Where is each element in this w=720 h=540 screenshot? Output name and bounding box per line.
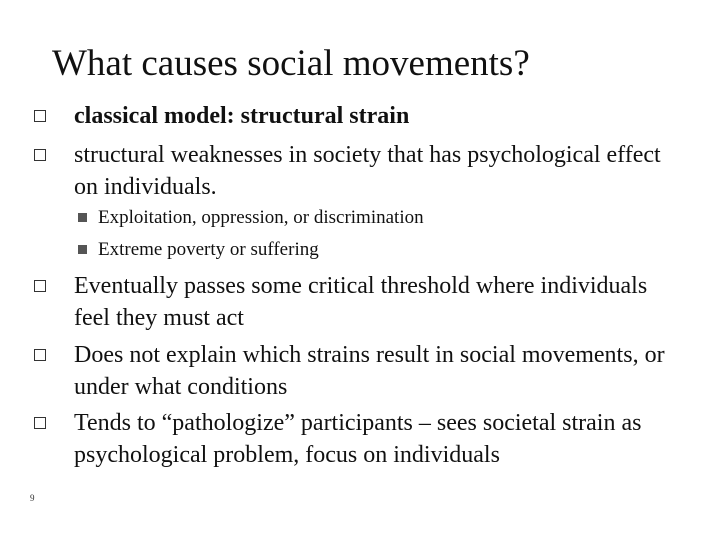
bullet-text: classical model: structural strain — [74, 103, 410, 129]
bullet-item — [74, 407, 674, 471]
bullet-item — [74, 100, 674, 132]
bullet-text: Does not explain which strains result in social movements, or under what conditions — [74, 342, 665, 400]
bullet-item — [74, 139, 674, 203]
sub-bullet-item — [98, 237, 658, 263]
bullet-item — [74, 270, 674, 334]
sub-bullet-text: Exploitation, oppression, or discrimination — [98, 207, 424, 228]
sub-bullet-item — [98, 205, 658, 231]
hollow-square-bullet-icon — [34, 280, 46, 292]
hollow-square-bullet-icon — [34, 110, 46, 122]
sub-bullet-text: Extreme poverty or suffering — [98, 239, 319, 260]
page-number: 9 — [30, 493, 35, 503]
hollow-square-bullet-icon — [34, 417, 46, 429]
filled-square-bullet-icon — [78, 245, 87, 254]
bullet-item — [74, 339, 674, 403]
filled-square-bullet-icon — [78, 213, 87, 222]
bullet-text: structural weaknesses in society that has psychological effect on individuals. — [74, 142, 661, 200]
slide-title: What causes social movements? — [52, 43, 530, 84]
hollow-square-bullet-icon — [34, 349, 46, 361]
bullet-text: Tends to “pathologize” participants – sees societal strain as psychological problem, focus on individuals — [74, 410, 642, 468]
bullet-text: Eventually passes some critical threshold where individuals feel they must act — [74, 273, 648, 331]
hollow-square-bullet-icon — [34, 149, 46, 161]
